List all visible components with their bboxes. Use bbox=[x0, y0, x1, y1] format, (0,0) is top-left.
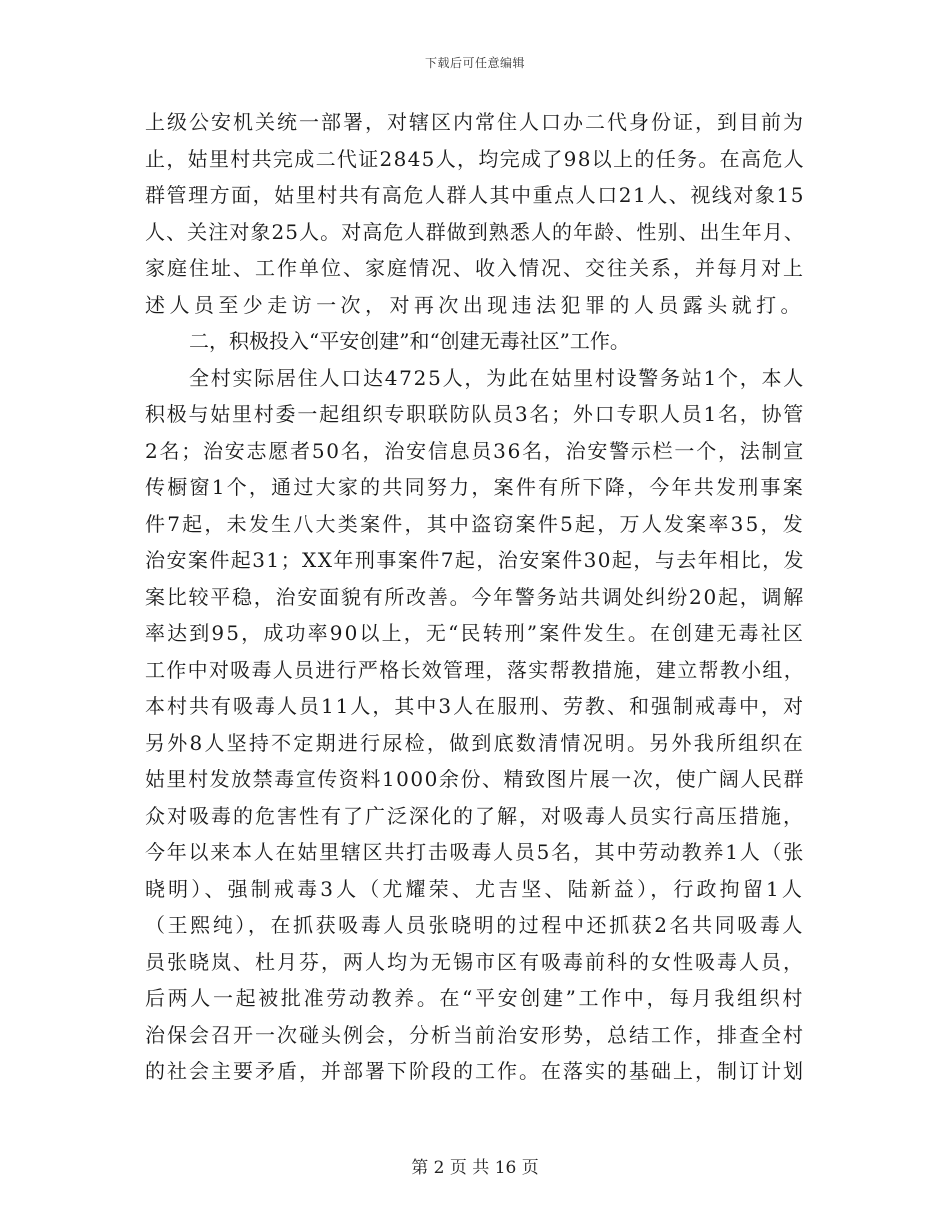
text-line: 本村共有吸毒人员11人，其中3人在服刑、劳教、和强制戒毒中，对 bbox=[145, 694, 805, 718]
text-line: 止，姑里村共完成二代证2845人，均完成了98以上的任务。在高危人 bbox=[145, 146, 805, 171]
text-line: 人、关注对象25人。对高危人群做到熟悉人的年龄、性别、出生年月、 bbox=[145, 219, 806, 244]
text-line: 2名；治安志愿者50名，治安信息员36名，治安警示栏一个，法制宣 bbox=[145, 438, 806, 463]
text-line: 后两人一起被批准劳动教养。在“平安创建”工作中，每月我组织村 bbox=[145, 986, 806, 1010]
text-line: 上级公安机关统一部署，对辖区内常住人口办二代身份证，到目前为 bbox=[145, 110, 805, 134]
text-line: 另外8人坚持不定期进行尿检，做到底数清情况明。另外我所组织在 bbox=[145, 730, 805, 755]
text-line: 治安案件起31；XX年刑事案件7起，治安案件30起，与去年相比，发 bbox=[145, 548, 805, 572]
text-line: 述人员至少走访一次，对再次出现违法犯罪的人员露头就打。 bbox=[145, 292, 805, 317]
text-line: 积极与姑里村委一起组织专职联防队员3名；外口专职人员1名，协管 bbox=[145, 402, 806, 426]
page-footer: 第 2 页 共 16 页 bbox=[411, 1158, 539, 1178]
text-line: 件7起，未发生八大类案件，其中盗窃案件5起，万人发案率35，发 bbox=[145, 511, 805, 536]
text-line: 率达到95，成功率90以上，无“民转刑”案件发生。在创建无毒社区 bbox=[145, 621, 805, 645]
text-line: （王熙纯），在抓获吸毒人员张晓明的过程中还抓获2名共同吸毒人 bbox=[145, 913, 806, 937]
text-line: 晓明）、强制戒毒3人（尤耀荣、尤吉坚、陆新益），行政拘留1人 bbox=[145, 876, 806, 901]
text-line: 员张晓岚、杜月芬，两人均为无锡市区有吸毒前科的女性吸毒人员， bbox=[145, 949, 805, 974]
text-line: 案比较平稳，治安面貌有所改善。今年警务站共调处纠纷20起，调解 bbox=[145, 584, 806, 609]
text-line: 传橱窗1个，通过大家的共同努力，案件有所下降，今年共发刑事案 bbox=[145, 475, 805, 499]
body-text bbox=[145, 104, 805, 1090]
text-line: 治保会召开一次碰头例会，分析当前治安形势，总结工作，排查全村 bbox=[145, 1022, 805, 1047]
section-heading: 二，积极投入“平安创建”和“创建无毒社区”工作。 bbox=[189, 329, 630, 353]
text-line: 家庭住址、工作单位、家庭情况、收入情况、交往关系，并每月对上 bbox=[145, 256, 805, 280]
text-line: 全村实际居住人口达4725人，为此在姑里村设警务站1个，本人 bbox=[189, 365, 806, 390]
text-line: 的社会主要矛盾，并部署下阶段的工作。在落实的基础上，制订计划 bbox=[145, 1059, 805, 1083]
text-line: 姑里村发放禁毒宣传资料1000余份、精致图片展一次，使广阔人民群 bbox=[145, 767, 805, 791]
text-line: 今年以来本人在姑里辖区共打击吸毒人员5名，其中劳动教养1人（张 bbox=[145, 840, 806, 864]
text-line: 群管理方面，姑里村共有高危人群人其中重点人口21人、视线对象15 bbox=[145, 183, 805, 207]
text-line: 工作中对吸毒人员进行严格长效管理，落实帮教措施，建立帮教小组， bbox=[145, 657, 805, 682]
text-line: 众对吸毒的危害性有了广泛深化的了解，对吸毒人员实行高压措施， bbox=[145, 803, 805, 828]
page-header: 下载后可任意编辑 bbox=[424, 56, 525, 70]
